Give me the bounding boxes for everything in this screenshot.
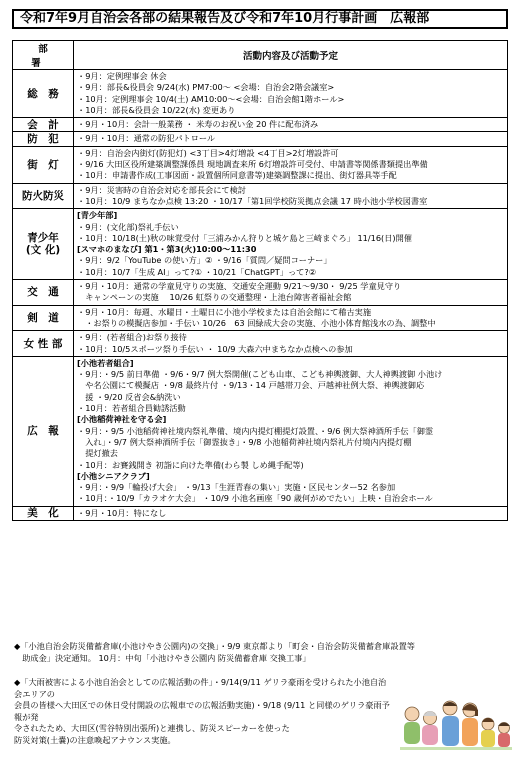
row-category: 剣 道 — [13, 305, 74, 331]
activity-line: ・9月：災害時の自治会対応を部長会にて検討 — [77, 184, 246, 195]
activity-line: ・10月：10/7「生成 AI」って?① ・10/21「ChatGPT」って?② — [77, 266, 317, 277]
activity-line: ・9月・10月：会計一般業務 ・ 米寿のお祝い金 20 件に配布済み — [77, 119, 319, 130]
activity-line: ・9月：(文化部)祭礼手伝い — [77, 221, 179, 232]
row-activity — [74, 70, 508, 118]
activity-line: ・9月：自治会内街灯(防犯灯) <3丁目>4灯増設 <4丁目>2灯増設許可 — [77, 147, 339, 158]
row-category: 交 通 — [13, 280, 74, 306]
report-table — [12, 40, 508, 521]
activity-line: ・9月：・9/5 小池稲荷神社境内祭礼準備、境内内提灯棚提灯設置、・9/6 例大祭神酒所手伝「御霊 — [77, 425, 434, 436]
row-activity — [74, 183, 508, 209]
row-category: 防火防災 — [13, 183, 74, 209]
row-activity — [74, 280, 508, 306]
activity-line: や名公園にて模擬店 ・9/8 最終片付 ・9/13・14 戸越帯刀会、戸越神社例大祭、神輿渡御応 — [77, 380, 425, 391]
activity-line: ・9月：定例理事会 休会 — [77, 71, 167, 81]
activity-line: ・9月・10月：通常の学童見守りの実施、交通安全運動 9/21～9/30・ 9/25 学童見守り — [77, 281, 402, 292]
table-row — [13, 146, 508, 183]
activity-line: ・9月・10月：毎週、水曜日・土曜日に小池小学校または自治会館にて稽古実施 — [77, 306, 372, 317]
row-activity — [74, 132, 508, 146]
family-illustration-icon — [400, 694, 512, 756]
ground-strip — [400, 747, 512, 750]
table-row — [13, 118, 508, 132]
table-row — [13, 305, 508, 331]
activity-line: ・9月：(若者組合)お祭り接待 — [77, 332, 187, 343]
page-title: 令和7年9月自治会各部の結果報告及び令和7年10月行事計画 広報部 — [12, 9, 508, 29]
row-category: 女 性 部 — [13, 331, 74, 357]
activity-line: 提灯撤去 — [77, 448, 118, 459]
activity-line: ・10月：定例理事会 10/4(土) AM10:00～<会場：自治会館1階ホール> — [77, 93, 345, 104]
activity-line: [小池シニアクラブ] — [77, 470, 150, 481]
activity-line: ・10月：申請書作成(工事図面・設置個所同意書等)建築調整課に提出、街灯器具等手配 — [77, 170, 397, 181]
activity-line: ・10月：部長&役員会 10/22(水) 変更あり — [77, 104, 236, 115]
activity-line: ・10月：10/9 まちなか点検 13:20 ・10/17「第1回学校防災拠点会議 17 時小池小学校図書室 — [77, 195, 428, 206]
figure-father — [442, 701, 459, 746]
table-header-row — [13, 41, 508, 70]
activity-line: ・10月：・10/9「カラオケ大会」 ・10/9 小池名画座「90 歳何がめでたい」上映・自治会ホール — [77, 493, 433, 504]
row-activity — [74, 118, 508, 132]
activity-line: [青少年部] — [77, 210, 118, 221]
row-category: 広 報 — [13, 356, 74, 506]
row-activity — [74, 506, 508, 520]
activity-line: ・9/16 大田区役所建築調整課係員 現地調査来所 6灯増設許可受付、申請書等関係書類提出準備 — [77, 159, 428, 170]
activity-line: ・10月：若者組合員勧誘活動 — [77, 403, 186, 414]
figure-child-2 — [498, 723, 510, 748]
table-row — [13, 209, 508, 280]
figure-grandmother — [422, 711, 438, 745]
row-activity — [74, 356, 508, 506]
activity-line: ・10月：10/18(土)秋の味覚受付「三浦みかん狩りと城ケ島と三崎まぐろ」 11/16(日)開催 — [77, 232, 412, 243]
note-bichiku-soko: ◆「小池自治会防災備蓄倉庫(小池けやき公園内)の交換」・9/9 東京都より「町会・自治会防災備蓄倉庫設置等 助成金」決定通知。 10月：中旬「小池けやき公園内 防災備蓄倉庫 交換工事」 — [14, 641, 415, 663]
table-row — [13, 506, 508, 520]
header-category: 部 署 — [13, 41, 74, 70]
activity-line: ・10月：10/5スポーツ祭り手伝い ・ 10/9 大森六中まちなか点検への参加 — [77, 343, 353, 354]
figure-child-1 — [481, 718, 495, 747]
row-category: 総 務 — [13, 70, 74, 118]
activity-line: ・9月：・9/5 前日準備 ・9/6・9/7 例大祭開催(こども山車、こども神輿渡御、大人神輿渡御 小池け — [77, 369, 443, 380]
row-activity — [74, 209, 508, 280]
table-row — [13, 132, 508, 146]
activity-line: ・9月・10月：特になし — [77, 507, 167, 518]
row-activity — [74, 305, 508, 331]
activity-line: ・お祭りの模擬店参加・手伝い 10/26 63 回緑成大会の実施、小池小体育館浅水の為、調整中 — [77, 317, 436, 328]
table-row — [13, 70, 508, 118]
activity-line: キャンペーンの実施 10/26 虹祭りの交通整理・上池台障害者福祉会館 — [77, 292, 352, 303]
activity-line: 入れ」・9/7 例大祭神酒所手伝「御霊抜き」・9/8 小池稲荷神社境内祭礼片付境内内提灯棚 — [77, 436, 412, 447]
activity-line: 援 ・9/20 反省会&納洗い — [77, 391, 181, 402]
activity-line: ・10月：お賽銭開き 初詣に向けた準備(わら製 しめ縄手配等) — [77, 459, 304, 470]
figure-grandfather — [404, 707, 420, 744]
activity-line: ・9月：9/2「YouTube の使い方」② ・9/16「質問／疑問コーナー」 — [77, 255, 332, 266]
figure-mother — [462, 703, 478, 746]
table-row — [13, 356, 508, 506]
row-activity — [74, 146, 508, 183]
activity-line: ・9月・10月：通常の防犯パトロール — [77, 133, 216, 144]
activity-line: [小池稲荷神社を守る会] — [77, 414, 167, 425]
activity-line: ・9月：部長&役員会 9/24(水) PM7:00～ <会場：自治会2階会議室> — [77, 82, 335, 93]
activity-line: ・9月：・9/9「輪投げ大会」 ・9/13「生涯青春の集い」実施・区民センター52 名参加 — [77, 482, 396, 493]
table-row — [13, 183, 508, 209]
row-category: 青少年 (文 化) — [13, 209, 74, 280]
row-category: 街 灯 — [13, 146, 74, 183]
activity-line: [スマホのまなび] 第1・第3(火)10:00～11:30 — [77, 244, 257, 255]
row-category: 防 犯 — [13, 132, 74, 146]
row-category: 美 化 — [13, 506, 74, 520]
note-ooame-kouhou: ◆「大雨被害による小池自治会としての広報活動の件」・9/14(9/11 ゲリラ豪雨を受けられた小池自治会エリアの 会員の皆様へ大田区での休日受付開設の広報車での広報活動実施)・9/18 (9/11 と同様のゲリラ豪雨予報が発 令されたため、大田区(雪谷特別出張所)と連携し、防災スピーカーを使った 防災対策(土嚢)の注意喚起アナウンス実施。 — [14, 677, 390, 745]
row-category: 会 計 — [13, 118, 74, 132]
row-activity — [74, 331, 508, 357]
activity-line: [小池若者組合] — [77, 357, 134, 368]
table-row — [13, 331, 508, 357]
table-row — [13, 280, 508, 306]
header-activity: 活動内容及び活動予定 — [74, 41, 508, 70]
